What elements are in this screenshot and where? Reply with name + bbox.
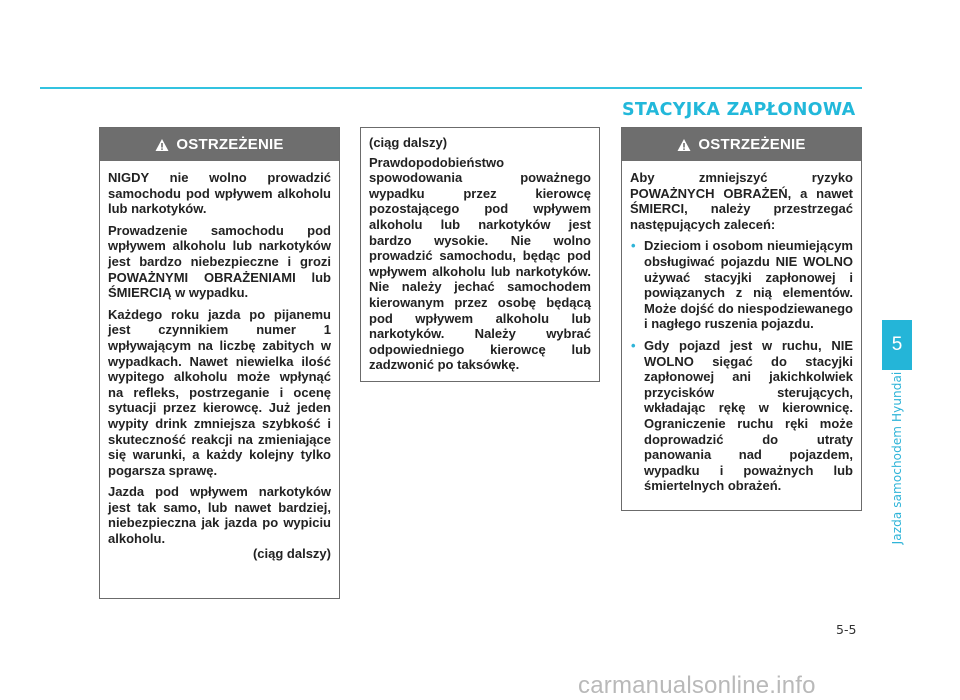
continued-label: (ciąg dalszy) — [252, 545, 331, 561]
top-rule — [40, 87, 862, 89]
paragraph: Każdego roku jazda po pijanemu jest czynnikiem numer 1 wpływającym na liczbę zabitych w wypadkach. Nawet niewielka ilość wypitego alkoholu może wpłynąć na refleks, postrzeganie i ocenę sytuacji przez kierowcę. Już jeden wypity drink zmniejsza szybkość i skuteczność reakcji na zmieniające się warunki, a każdy kolejny tylko pogarsza sprawę. — [108, 306, 331, 478]
paragraph: Prowadzenie samochodu pod wpływem alkoholu lub narkotyków jest bardzo niebezpieczne i grozi POWAŻNYMI OBRAŻENIAMI lub ŚMIERCIĄ w wypadku. — [108, 222, 331, 301]
warning-header — [622, 128, 861, 161]
continued-label: (ciąg dalszy) — [369, 135, 448, 150]
warning-header — [100, 128, 339, 161]
paragraph: Prawdopodobieństwo spowodowania poważnego wypadku przez kierowcę pozostającego pod wpływem alkoholu lub narkotyków jest bardzo wysokie. Nie wolno prowadzić samochodu, będąc pod wpływem alkoholu lub narkotyków. Nie należy jechać samochodem kierowanym przez osobę będącą pod wpływem alkoholu lub narkotyków. Należy wybrać odpowiedniego kierowcę lub zadzwonić po taksówkę. — [369, 154, 591, 373]
chapter-title: Jazda samochodem Hyundai — [890, 371, 904, 545]
list-item — [630, 338, 853, 494]
chapter-tab: 5 — [882, 320, 912, 370]
bullet-icon: • — [631, 337, 636, 353]
section-title: STACYJKA ZAPŁONOWA — [622, 100, 856, 120]
warning-content — [361, 128, 599, 381]
warning-box-1 — [99, 127, 340, 599]
paragraph: Aby zmniejszyć ryzyko POWAŻNYCH OBRAŻEŃ, a nawet ŚMIERCI, należy przestrzegać następujących zaleceń: — [630, 170, 853, 232]
warning-label: OSTRZEŻENIE — [698, 136, 806, 153]
paragraph: NIGDY nie wolno prowadzić samochodu pod wpływem alkoholu lub narkotyków. — [108, 170, 331, 217]
warning-content — [100, 161, 339, 569]
watermark: carmanualsonline.info — [578, 672, 816, 699]
warning-box-3 — [621, 127, 862, 511]
warning-label: OSTRZEŻENIE — [176, 136, 284, 153]
paragraph: Jazda pod wpływem narkotyków jest tak samo, lub nawet bardziej, niebezpieczna jak jazda po wypiciu alkoholu. — [108, 484, 331, 547]
list-item — [630, 238, 853, 332]
warning-content — [622, 161, 861, 508]
warning-box-2 — [360, 127, 600, 382]
list-item-text: Dzieciom i osobom nieumiejącym obsługiwać pojazdu NIE WOLNO używać stacyjki zapłonowej i powiązanych z nią elementów. Może dojść do niespodziewanego i nagłego ruszenia pojazdu. — [644, 238, 853, 332]
bullet-icon: • — [631, 238, 636, 254]
warning-triangle-icon — [155, 138, 169, 152]
page-number: 5-5 — [836, 622, 857, 637]
warning-triangle-icon — [677, 138, 691, 152]
list-item-text: Gdy pojazd jest w ruchu, NIE WOLNO sięgać do stacyjki zapłonowej ani jakichkolwiek przycisków sterujących, wkładając rękę w kierownicę. Ograniczenie ruchu ręki może doprowadzić do utraty panowania nad pojazdem, wypadku i poważnych lub śmiertelnych obrażeń. — [644, 337, 853, 494]
bullet-list — [630, 238, 853, 494]
